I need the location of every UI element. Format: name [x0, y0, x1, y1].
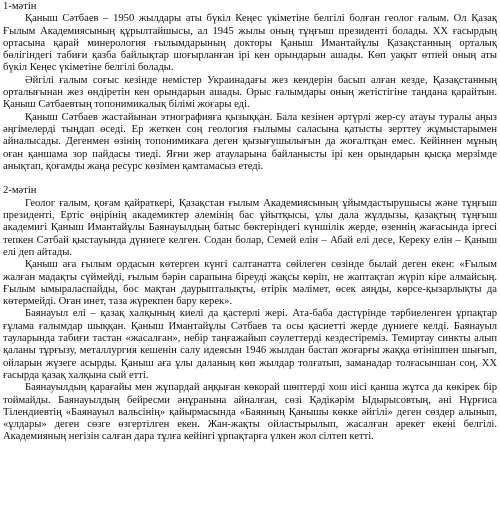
paragraph: Әйгілі ғалым соғыс кезінде немістер Украинадағы жез кендерін басып алған кезде, Қазақстанның орталығынан жез өндіретін кен орындарын ашады. Орыс ғалымдары оның жетістігіне таңдана қарайтын. Қаныш Сәтбаевтың топонимикалық білімі жоғары еді. — [3, 74, 497, 111]
paragraph: Қаныш Сәтбаев – 1950 жылдары аты бүкіл Кеңес үкіметіне белгілі болған геолог ғалым. Ол Қазақ Ғылым Академиясының құрылтайшысы, ал 1945 жылы оның тұңғыш президенті болады. XX ғасырдың ортасына қарай минерология ғылымдарының докторы Қаныш Имантайұлы Қазақстанның орталық бөлігіндегі табиғи қазба байлықтар шоғырланған ірі кен орындарын ашады. Көп уақыт өтпей оның аты бүкіл Кеңес үкіметіне белгілі болады. — [3, 13, 497, 74]
section-gap — [3, 173, 497, 185]
paragraph: Баянауылдың қарағайы мен жұпардай аңқыған көкорай шөптерді хош иісі қанша жұтса да көкірек бір тоймайды. Баянауылдың бейресми әнұранына айналған, сөзі Қәдікәрім Ыдырысовтың, әні Нұрғиса Тілендиевтің «Баянауыл вальсінің» қайырмасында «Баянның Қанышы көкке әйгілі» деген сөздер алынып, «ұлдары» деген сөзге өзгертілген екен. Жан-жақты ойластырылып, жасалған әрекет екені белгілі. Академияның негізін салған дара тұлға кейінгі ұрпақтарға үлкен жол сілтеп кетті. — [3, 382, 497, 443]
paragraph: Қаныш Сәтбаев жастайынан этнографияға қызыққан. Бала кезінен әртүрлі жер-су атауы туралы аңыз әңгімелерді тыңдап өседі. Ер жеткен соң геология ғылымы саласына қатысты зерттеу жұмыстарымен айналысады. Дегенмен өзінің топонимикаға деген қызығушылығын да жоғалтқан емес. Кейіннен мұның оған қаншама зор пайдасы тиеді. Яғни жер атауларына байланысты ірі кен орындарын қысқа мерзімде анықтап, қоғамды жаңа ресурс көзімен қамтамасыз етеді. — [3, 111, 497, 172]
text-section-1 — [3, 1, 497, 173]
section-heading-2: 2-мәтін — [3, 185, 37, 197]
paragraph: Геолог ғалым, қоғам қайраткері, Қазақстан ғылым Академиясының ұйымдастырушысы және тұңғыш президенті, Ертіс өңірінің академиктер әлемінің бас ұйытқысы, ұлы дала жұлдызы, қазақтың тұңғыш академигі Қаныш Имантайұлы Баянауылдың батыс бөктеріндегі күншілік жерде, өзеннің жағасында іргесі тепкен Сәтбай қыстауында дүниеге келген. Содан болар, Семей елін – Абай елі десе, Кереку елін – Қаныш елі деп айтады. — [3, 197, 497, 258]
paragraph: Қаныш аға ғылым ордасын көтерген күнгі салтанатта сөйлеген сөзінде былай деген екен: «Ғылым жалған мадақты сүймейді, ғылым бәрін сарапына біреуді жақсы көріп, не жаптақтап жүріп кіре алмайсың. Ғылым ымыраласпайды, бос мақтан даурыпталықты, өтірік мәлімет, өсек аяңды, көрсе-қызарлықты да көтермейді. Оған инет, таза жүрекпен бару керек». — [3, 259, 497, 308]
text-section-2 — [3, 185, 497, 443]
section-heading-1: 1-мәтін — [3, 1, 37, 12]
paragraph: Баянауыл елі – қазақ халқының киелі да қастерлі жері. Ата-баба дәстүрінде тәрбиеленген ұрпақтар ғұлама ғалымдар шыққан. Қаныш Имантайұлы Сәтбаев та осы қасиетті жерде дүниеге келді. Баянауыл тауларында табиғи тастан «жасалған», небір таңғажайып сәулеттерді кездестіреміз. Темиртау синкты алып қаланы тұрғызу, металлургия кешенін салу идеясын 1946 жылдан бастап жоғарғы жаққа өтінішпен шығып, ойларын жүзеге асырды. Қаныш аға ұлы даланың көп жылдар толғатып, заманадар толғасыншан соң, XX ғасырда қазақ халқына сый етті. — [3, 308, 497, 381]
